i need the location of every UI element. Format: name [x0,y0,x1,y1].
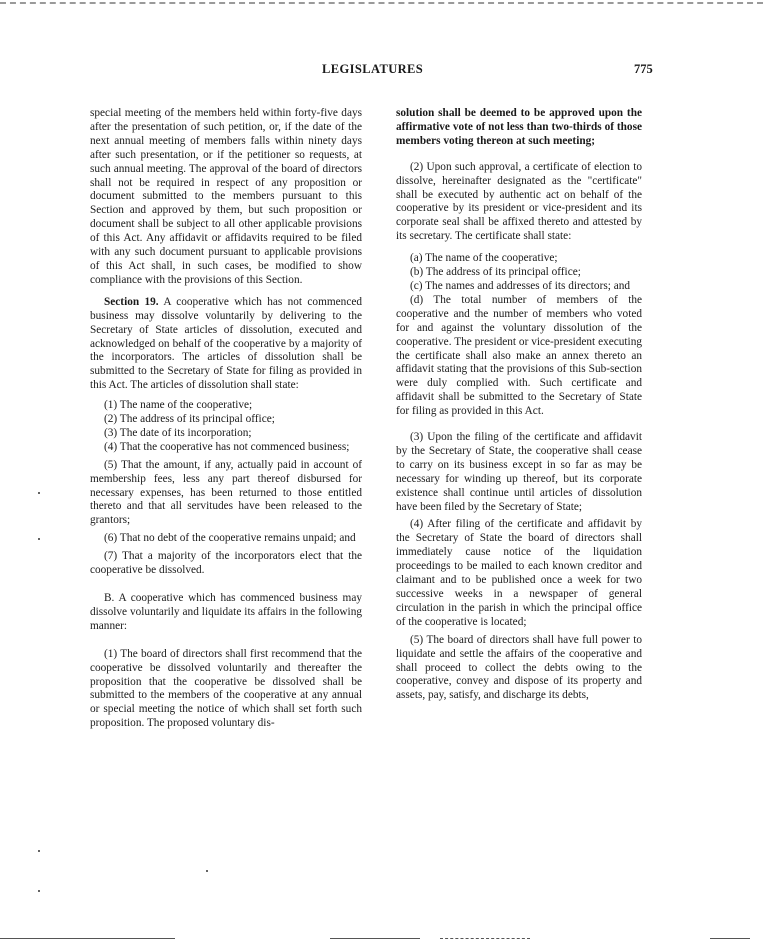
paragraph-b: B. A cooperative which has commenced business may dissolve voluntarily and liquidate its affairs in the following manner: [90,592,362,632]
section-label: Section 19. [104,295,159,308]
scan-bottom-edge-mid [330,938,420,939]
list-item: (2) The address of its principal office; [104,413,275,426]
list-item: (7) That a majority of the incorporators elect that the cooperative be dissolved. [90,550,362,577]
scan-top-edge [0,2,763,4]
list-item: (1) The name of the cooperative; [104,399,253,412]
section-19-list [90,399,362,578]
running-head: LEGISLATURES [322,62,424,76]
list-item: (d) The total number of members of the cooperative and the number of members who voted for and against the voluntary dissolution of the cooperative. The president or vice-president executing the certificate shall also make an annex thereto an affidavit stating that the provisions of this Sub-section were duly complied with. Such certificate and affidavit shall be submitted to the Secretary of State for filing as provided in this Act. [396,293,642,418]
scan-bottom-edge-right [440,938,530,939]
left-column [90,107,362,731]
right-column [396,107,642,703]
paragraph: (5) The board of directors shall have full power to liquidate and settle the affairs of the cooperative and shall proceed to collect the debts owing to the cooperative, convey and dispose of its property and assets, pay, satisfy, and discharge its debts, [396,633,642,702]
list-item: (4) That the cooperative has not commenced business; [104,440,350,453]
list-item: (a) The name of the cooperative; [410,252,558,265]
list-item: (5) That the amount, if any, actually paid in account of membership fees, less any part thereof disbursed for necessary expenses, has been returned to those entitled thereto and that all servitudes have been released to the grantors; [90,458,362,527]
page-number: 775 [634,62,653,76]
paragraph-b1: (1) The board of directors shall first recommend that the cooperative be dissolved voluntarily and thereafter the proposition that the cooperative be dissolved shall be submitted to the members of the cooperative at any annual or special meeting the notice of which shall set forth such proposition. The proposed voluntary dis- [90,647,362,730]
list-item: (3) The date of its incorporation; [104,426,252,439]
list-item: (6) That no debt of the cooperative remains unpaid; and [104,532,356,545]
paragraph: (4) After filing of the certificate and affidavit by the Secretary of State the board of directors shall immediately cause notice of the liquidation proceedings to be mailed to each known creditor and claimant and to be published once a week for two successive weeks in a newspaper of general circulation in the parish in which the principal office of the cooperative is located; [396,518,642,628]
scan-bottom-edge-left [0,938,175,939]
section-19-paragraph [90,296,362,393]
scan-speck [38,850,40,852]
scan-bottom-edge-far [710,938,750,939]
certificate-list [396,252,642,419]
paragraph: special meeting of the members held within forty-five days after the presentation of such petition, or, if the date of the next annual meeting of members falls within ninety days after such presentation, or if the petitioner so requests, at such annual meeting. The approval of the board of directors shall not be required in respect of any proposition or document submitted to the members pursuant to this Section and approved by them, but such proposition or document shall be subject to all other applicable provisions of this Act. Any affidavit or affidavits required to be filed with any such document pursuant to applicable provisions of this Act shall, in such cases, be modified to show compliance with the provisions of this Section. [90,107,362,286]
page-header [0,62,763,78]
paragraph: (3) Upon the filing of the certificate and affidavit by the Secretary of State, the cooperative shall cease to carry on its business except in so far as may be necessary for winding up thereof, but its corporate existence shall continue until articles of dissolution have been filed by the Secretary of State; [396,431,642,513]
scan-speck [38,492,40,494]
paragraph: solution shall be deemed to be approved upon the affirmative vote of not less than two-thirds of those members voting thereon at such meeting; [396,107,642,147]
list-item: (b) The address of its principal office; [410,266,581,279]
scan-speck [38,890,40,892]
scan-speck [38,538,40,540]
scan-speck [206,870,208,872]
list-item: (c) The names and addresses of its directors; and [410,279,631,292]
section-text: A cooperative which has not commenced business may dissolve voluntarily by delivering to the Secretary of State articles of dissolution, executed and acknowledged on behalf of the cooperative by a majority of the incorporators. The articles of dissolution shall be submitted to the Secretary of State for filing as provided in this Act. The articles of dissolution shall state: [90,295,362,392]
paragraph: (2) Upon such approval, a certificate of election to dissolve, hereinafter designated as the "certificate" shall be executed by authentic act on behalf of the cooperative by its president or vice-president and its corporate seal shall be affixed thereto and attested by its secretary. The certificate shall state: [396,160,642,243]
